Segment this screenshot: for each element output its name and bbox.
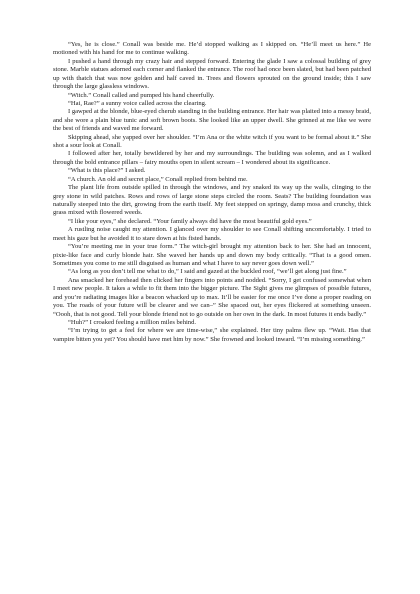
paragraph: Ana smacked her forehead then clicked her fingers into points and nodded. “Sorry, I get confused somewhat when I meet new people. It takes a while to fit them into the bigger picture. The Sight gives me glimpses of possible futures, and you’re radiating images like a beacon whacked up to max. It’ll be easier for me once I’ve done a proper reading on you. The roads of your future will be clearer and we can–” She spaced out, her eyes flickered at something unseen. “Oooh, that is not good. Tell your blonde friend not to go outside on her own in the dark. In most futures it ends badly.” [53,276,371,318]
paragraph: “Witch.” Conall called and pumped his hand cheerfully. [68,91,215,99]
paragraph: “What is this place?” I asked. [68,167,146,175]
paragraph: I gawped at the blonde, blue-eyed cherub standing in the building entrance. Her hair was plaited into a messy braid, and she wore a plain blue tunic and soft brown boots. She looked like an upper dwell. She grinned at me like we were the best of friends and waved me forward. [53,108,371,133]
paragraph: “I like your eyes,” she declared. “Your family always did have the most beautiful gold eyes.” [68,217,312,225]
paragraph: I pushed a hand through my crazy hair and stepped forward. Entering the glade I saw a colossal building of grey stone. Marble statues adorned each corner and flanked the entrance. The roof had once been slated, but had been patched up with thatch that was now golden and half caved in. Trees and flowers sprouted on the ground inside; this I saw through the large glassless windows. [53,57,371,91]
paragraph: “Huh?” I croaked feeling a million miles behind. [68,318,196,326]
paragraph: “You’re meeting me in your true form.” The witch-girl brought my attention back to her. She had an innocent, pixie-like face and curly blonde hair. She waved her hands up and down my body critically. “That is a good omen. Sometimes you come to me still disguised as human and what I have to say never goes down well.” [53,243,371,267]
paragraph: “A church. An old and secret place,” Conall replied from behind me. [68,175,248,183]
paragraph: “Hai, Rae?” a sunny voice called across the clearing. [68,99,207,107]
paragraph: Skipping ahead, she yapped over her shoulder. “I’m Ana or the white witch if you want to be formal about it.” She shot a sour look at Conall. [53,133,371,150]
paragraph: “I’m trying to get a feel for where we are time-wise,” she explained. Her tiny palms flew up. “Wait. Has that vampire bitten you yet? You should have met him by now.” She frowned and looked inward. “I’m missing something.” [53,327,371,343]
paragraph: “As long as you don’t tell me what to do,” I said and gazed at the buckled roof, “we’ll get along just fine.” [68,268,347,276]
book-page-body [53,41,371,344]
paragraph: I followed after her, totally bewildered by her and my surroundings. The building was solemn, and as I walked through the bold entrance pillars – fairy mouths open in silent scream – I wondered about its significance. [53,150,371,166]
paragraph: The plant life from outside spilled in through the windows, and ivy snaked its way up the walls, clinging to the grey stone in wild patches. Rows and rows of large stone steps circled the room. Seats? The building foundation was naturally steeped into the dirt, growing from the earth itself. My feet stepped on springy, damp moss and crunchy, thick grass mixed with flowered weeds. [53,184,371,217]
paragraph: “Yes, he is close.” Conall was beside me. He’d stopped walking as I skipped on. “He’ll meet us here.” He motioned with his hand for me to continue walking. [53,41,371,57]
paragraph: A rustling noise caught my attention. I glanced over my shoulder to see Conall shifting uncomfortably. I tried to meet his gaze but he avoided it to stare down at his fisted hands. [53,226,371,242]
